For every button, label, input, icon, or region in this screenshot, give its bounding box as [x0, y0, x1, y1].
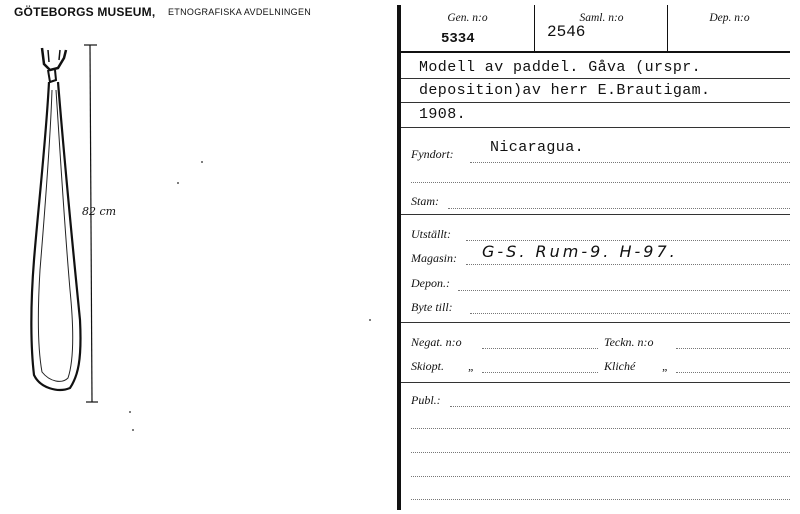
rule: [411, 476, 790, 477]
rule: [482, 348, 598, 349]
rule: [401, 102, 790, 103]
magasin-label: Magasin:: [411, 251, 457, 265]
skiopt-ditto: „: [468, 359, 475, 373]
size-annotation: 82 cm: [82, 205, 117, 218]
description-line-3: 1908.: [419, 106, 467, 123]
saml-number-label: Saml. n:o: [579, 12, 624, 24]
rule: [470, 162, 790, 163]
rule: [466, 264, 790, 265]
rule: [411, 452, 790, 453]
rule: [401, 127, 790, 128]
rule: [466, 240, 790, 241]
rule: [401, 382, 790, 383]
gen-number-cell: [401, 5, 534, 51]
rule: [401, 214, 790, 215]
rule: [470, 313, 790, 314]
depon-label: Depon.:: [411, 276, 450, 290]
fyndort-label: Fyndort:: [411, 147, 454, 161]
rule: [448, 208, 790, 209]
description-line-1: Modell av paddel. Gåva (urspr.: [419, 59, 702, 76]
description-line-2: deposition)av herr E.Brautigam.: [419, 82, 711, 99]
header-divider: [401, 51, 790, 53]
kliche-label: Kliché: [604, 359, 636, 373]
stam-label: Stam:: [411, 194, 439, 208]
magasin-value: G-S. Rum-9. H-97.: [482, 242, 678, 261]
rule: [458, 290, 790, 291]
rule: [482, 372, 598, 373]
kliche-ditto: „: [662, 359, 669, 373]
teckn-label: Teckn. n:o: [604, 335, 654, 349]
dep-number-label: Dep. n:o: [709, 12, 750, 24]
rule: [401, 78, 790, 79]
card-left-border: [397, 5, 401, 510]
paddle-sketch: [0, 0, 395, 514]
skiopt-label: Skiopt.: [411, 359, 444, 373]
byte-till-label: Byte till:: [411, 300, 453, 314]
rule: [401, 322, 790, 323]
saml-number-cell: [534, 5, 668, 51]
rule: [411, 499, 790, 500]
utstallt-label: Utställt:: [411, 227, 452, 241]
department-name: ETNOGRAFISKA AVDELNINGEN: [168, 7, 312, 17]
rule: [676, 348, 790, 349]
dep-number-cell: [667, 5, 791, 51]
gen-number-value: 5334: [441, 31, 475, 47]
negat-label: Negat. n:o: [411, 335, 462, 349]
fyndort-value: Nicaragua.: [490, 139, 585, 156]
museum-name: GÖTEBORGS MUSEUM,: [14, 5, 156, 19]
rule: [450, 406, 790, 407]
rule: [411, 428, 790, 429]
publ-label: Publ.:: [411, 393, 441, 407]
saml-number-value: 2546: [547, 23, 586, 41]
gen-number-label: Gen. n:o: [447, 12, 488, 24]
rule: [411, 182, 790, 183]
rule: [676, 372, 790, 373]
